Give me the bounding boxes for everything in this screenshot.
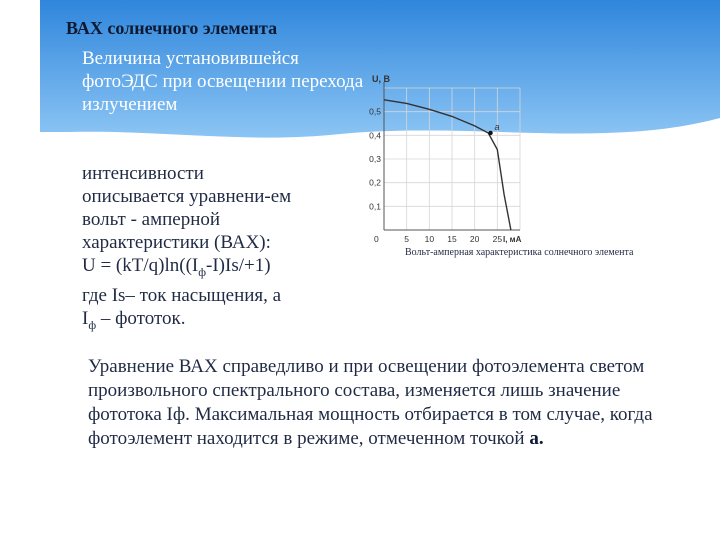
x-axis-label: I, мА — [503, 235, 522, 244]
intro-continued-text — [82, 162, 372, 337]
intro-line-intensity: интенсивности — [82, 163, 204, 184]
point-a-label: а. — [529, 428, 544, 449]
point-a-marker — [488, 131, 492, 135]
y-tick-label: 0,5 — [369, 106, 381, 117]
chart-caption: Вольт-амперная характеристика солнечного элемента — [405, 247, 634, 258]
x-tick-label: 0 — [374, 234, 379, 244]
body-sentence-1: Уравнение ВАХ справедливо и при освещении фотоэлемента светом произвольного спектрального состава, изменяется лишь значение фототока Iф. — [88, 356, 645, 425]
y-axis-label: U, В — [372, 74, 390, 84]
y-tick-label: 0,3 — [369, 154, 381, 164]
intro-line-equation: описывается уравнени-ем — [82, 186, 292, 207]
x-tick-label: 20 — [469, 234, 480, 244]
intro-line-saturation: где Is– ток насыщения, а — [82, 284, 282, 306]
slide-title: ВАХ солнечного элемента — [66, 18, 278, 38]
x-tick-label: 10 — [424, 234, 435, 244]
x-tick-label: 15 — [447, 234, 457, 244]
y-tick-label: 0,4 — [369, 130, 381, 141]
vac-curve — [384, 100, 511, 230]
x-tick-label: 5 — [404, 234, 410, 244]
x-tick-label: 25 — [492, 234, 503, 244]
vac-chart — [362, 70, 527, 245]
photocurrent-definition: $I_ф$ – фототок. — [82, 307, 186, 332]
y-tick-label: 0,1 — [369, 201, 381, 212]
intro-line-vac: вольт - амперной — [82, 209, 221, 230]
formula: $U = (kT/q)\ln((I_ф-I)Is/+1)$ — [82, 255, 271, 279]
y-tick-label: 0,2 — [369, 177, 381, 188]
body-sentence-2: Максимальная мощность отбирается в том случае, когда фотоэлемент находится в режиме, отмеченном точкой — [88, 404, 653, 449]
point-a-label: a — [494, 121, 500, 132]
intro-line-characteristic: характеристики (ВАХ): — [82, 232, 271, 253]
body-text — [88, 355, 698, 451]
intro-text: Величина установившейся фотоЭДС при освещении перехода излучением — [82, 48, 364, 115]
vac-chart-svg — [362, 70, 527, 245]
